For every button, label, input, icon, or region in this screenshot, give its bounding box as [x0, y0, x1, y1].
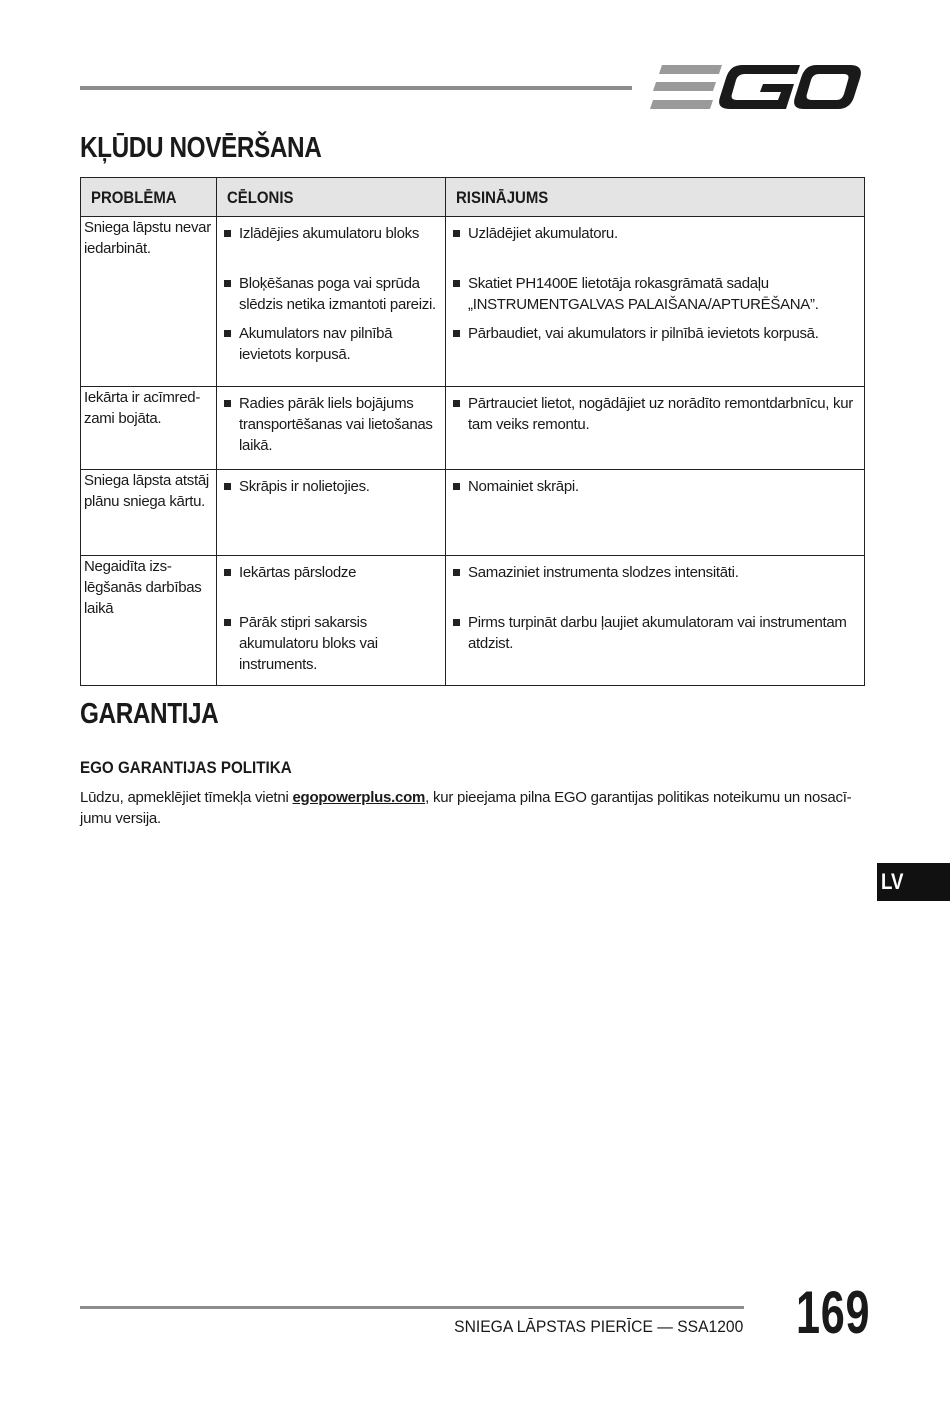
cause-item: Akumulators nav pilnībā ievietots korpusā.	[223, 323, 441, 365]
problem-text: Sniega lāpsta atstāj plānu sniega kārtu.	[84, 472, 209, 510]
cause-cell	[217, 217, 446, 387]
cause-cell	[217, 556, 446, 686]
solution-item: Uzlādējiet akumulatoru.	[452, 223, 860, 244]
page-number: 169	[796, 1279, 871, 1346]
solution-item: Samaziniet instrumenta slodzes intensitāti.	[452, 562, 860, 583]
problem-text: Sniega lāpstu nevar iedarbināt.	[84, 219, 211, 257]
footer-rule	[80, 1306, 744, 1309]
solution-cell	[446, 217, 865, 387]
language-tab	[877, 863, 950, 901]
problem-cell	[81, 556, 217, 686]
warranty-subtitle: EGO GARANTIJAS POLITIKA	[80, 759, 292, 777]
table-row	[81, 556, 865, 686]
table-header-row	[81, 178, 865, 217]
solution-item: Skatiet PH1400E lietotāja rokasgrāmatā sadaļu „INSTRUMENTGALVAS PALAIŠANA/APTURĒŠANA”.	[452, 273, 860, 315]
table-row	[81, 217, 865, 387]
language-code: LV	[881, 869, 904, 894]
table-row	[81, 470, 865, 556]
header-rule	[80, 86, 632, 90]
cause-item: Pārāk stipri sakarsis akumulatoru bloks vai instruments.	[223, 612, 441, 675]
ego-logo	[650, 62, 862, 112]
column-header-problem: PROBLĒMA	[81, 178, 217, 217]
problem-cell	[81, 217, 217, 387]
solution-cell	[446, 470, 865, 556]
solution-item: Pirms turpināt darbu ļaujiet akumulatoram vai instrumentam atdzist.	[452, 612, 860, 654]
warranty-text-before: Lūdzu, apmeklējiet tīmekļa vietni	[80, 789, 293, 806]
solution-item: Pārtrauciet lietot, nogādājiet uz norādīto remontdarbnīcu, kur tam veiks remontu.	[452, 393, 860, 435]
warranty-text-after: , kur pieejama pilna EGO garantijas politikas noteikumu un nosacījumu versija.	[80, 789, 852, 827]
problem-text: Negaidīta izslēgšanās darbības laikā	[84, 558, 202, 617]
warranty-title: GARANTIJA	[80, 698, 219, 730]
column-header-cause: CĒLONIS	[217, 178, 446, 217]
cause-item: Radies pārāk liels bojājums transportēšanas vai lietošanas laikā.	[223, 393, 441, 456]
cause-item: Skrāpis ir nolietojies.	[223, 476, 441, 497]
cause-cell	[217, 470, 446, 556]
column-header-solution: RISINĀJUMS	[446, 178, 865, 217]
solution-item: Pārbaudiet, vai akumulators ir pilnībā ievietots korpusā.	[452, 323, 860, 344]
problem-text: Iekārta ir acīmredzami bojāta.	[84, 389, 201, 427]
warranty-paragraph	[80, 787, 870, 829]
table-row	[81, 387, 865, 470]
problem-cell	[81, 387, 217, 470]
solution-cell	[446, 556, 865, 686]
problem-cell	[81, 470, 217, 556]
troubleshooting-table	[80, 177, 865, 686]
footer-product-name: SNIEGA LĀPSTAS PIERĪCE — SSA1200	[453, 1317, 743, 1336]
troubleshooting-title: KĻŪDU NOVĒRŠANA	[80, 132, 322, 164]
cause-item: Bloķēšanas poga vai sprūda slēdzis netika izmantoti pareizi.	[223, 273, 441, 315]
solution-item: Nomainiet skrāpi.	[452, 476, 860, 497]
cause-item: Izlādējies akumulatoru bloks	[223, 223, 441, 244]
cause-item: Iekārtas pārslodze	[223, 562, 441, 583]
solution-cell	[446, 387, 865, 470]
cause-cell	[217, 387, 446, 470]
warranty-link[interactable]: egopowerplus.com	[292, 789, 426, 806]
